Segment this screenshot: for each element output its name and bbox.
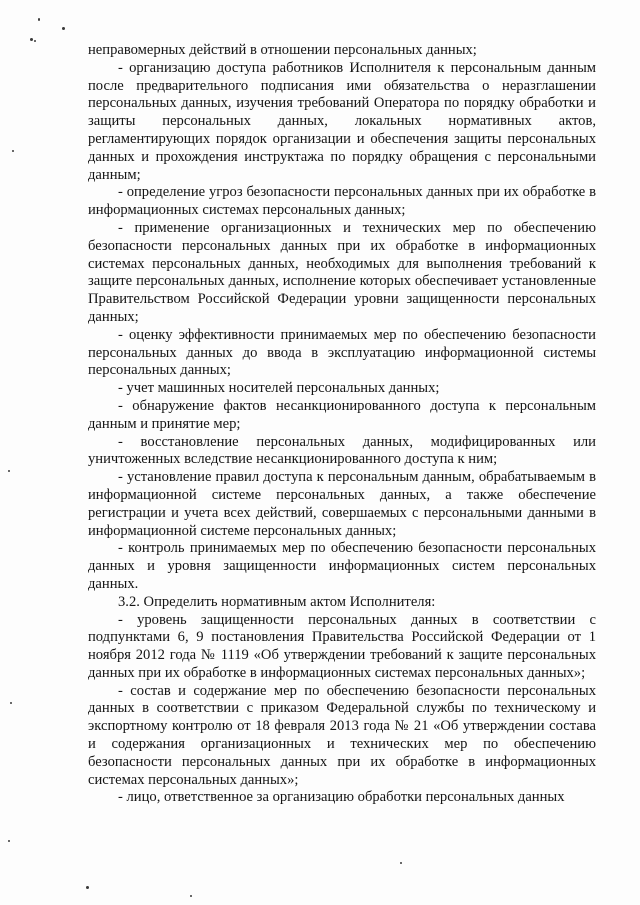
paragraph: - контроль принимаемых мер по обеспечению безопасности персональных данных и уровня защищенности информационных систем персональных данных. xyxy=(88,540,596,592)
paragraph: неправомерных действий в отношении персональных данных; xyxy=(88,42,477,58)
scan-speck xyxy=(8,470,10,472)
scan-speck xyxy=(400,862,402,864)
section-heading: 3.2. Определить нормативным актом Исполнителя: xyxy=(118,593,436,610)
paragraph: - лицо, ответственное за организацию обработки персональных данных xyxy=(118,789,565,806)
scan-speck xyxy=(38,18,40,21)
scan-speck xyxy=(30,38,33,41)
paragraph: - обнаружение фактов несанкционированного доступа к персональным данным и принятие мер; xyxy=(88,397,596,432)
scan-speck xyxy=(34,40,36,42)
paragraph: - уровень защищенности персональных данных в соответствии с подпунктами 6, 9 постановления Правительства Российской Федерации от 1 ноября 2012 года № 1119 «Об утверждении требований к защите персональных данных при их обработке в информационных системах персональных данных»; xyxy=(88,611,596,681)
paragraph: - определение угроз безопасности персональных данных при их обработке в информационных системах персональных данных; xyxy=(88,184,596,219)
scan-speck xyxy=(8,840,10,842)
document-body xyxy=(88,42,596,807)
scan-speck xyxy=(86,886,89,889)
paragraph: - применение организационных и технических мер по обеспечению безопасности персональных данных при их обработке в информационных системах персональных данных, необходимых для выполнения требований к защите персональных данных, исполнение которых обеспечивает установленные Правительством Российской Федерации уровни защищенности персональных данных; xyxy=(88,219,596,325)
scan-speck xyxy=(12,150,14,152)
scan-speck xyxy=(62,27,65,30)
scan-speck xyxy=(10,702,12,704)
paragraph: - установление правил доступа к персональным данным, обрабатываемым в информационной системе персональных данных, а также обеспечение регистрации и учета всех действий, совершаемых с персональными данными в информационной системе персональных данных; xyxy=(88,469,596,539)
paragraph: - восстановление персональных данных, модифицированных или уничтоженных вследствие несанкционированного доступа к ним; xyxy=(88,433,596,468)
paragraph: - организацию доступа работников Исполнителя к персональным данным после предварительного подписания ими обязательства о неразглашении персональных данных, изучения требований Оператора по порядку обработки и защиты персональных данных, локальных нормативных актов, регламентирующих порядок организации и обеспечения защиты персональных данных и прохождения инструктажа по порядку обращения с персональными данным; xyxy=(88,59,596,183)
paragraph: - учет машинных носителей персональных данных; xyxy=(118,380,440,397)
paragraph: - оценку эффективности принимаемых мер по обеспечению безопасности персональных данных до ввода в эксплуатацию информационной системы персональных данных; xyxy=(88,326,596,379)
scan-speck xyxy=(190,895,192,897)
paragraph: - состав и содержание мер по обеспечению безопасности персональных данных в соответствии с приказом Федеральной службы по техническому и экспортному контролю от 18 февраля 2013 года № 21 «Об утверждении состава и содержания организационных и технических мер по обеспечению безопасности персональных данных при их обработке в информационных системах персональных данных»; xyxy=(88,682,596,788)
